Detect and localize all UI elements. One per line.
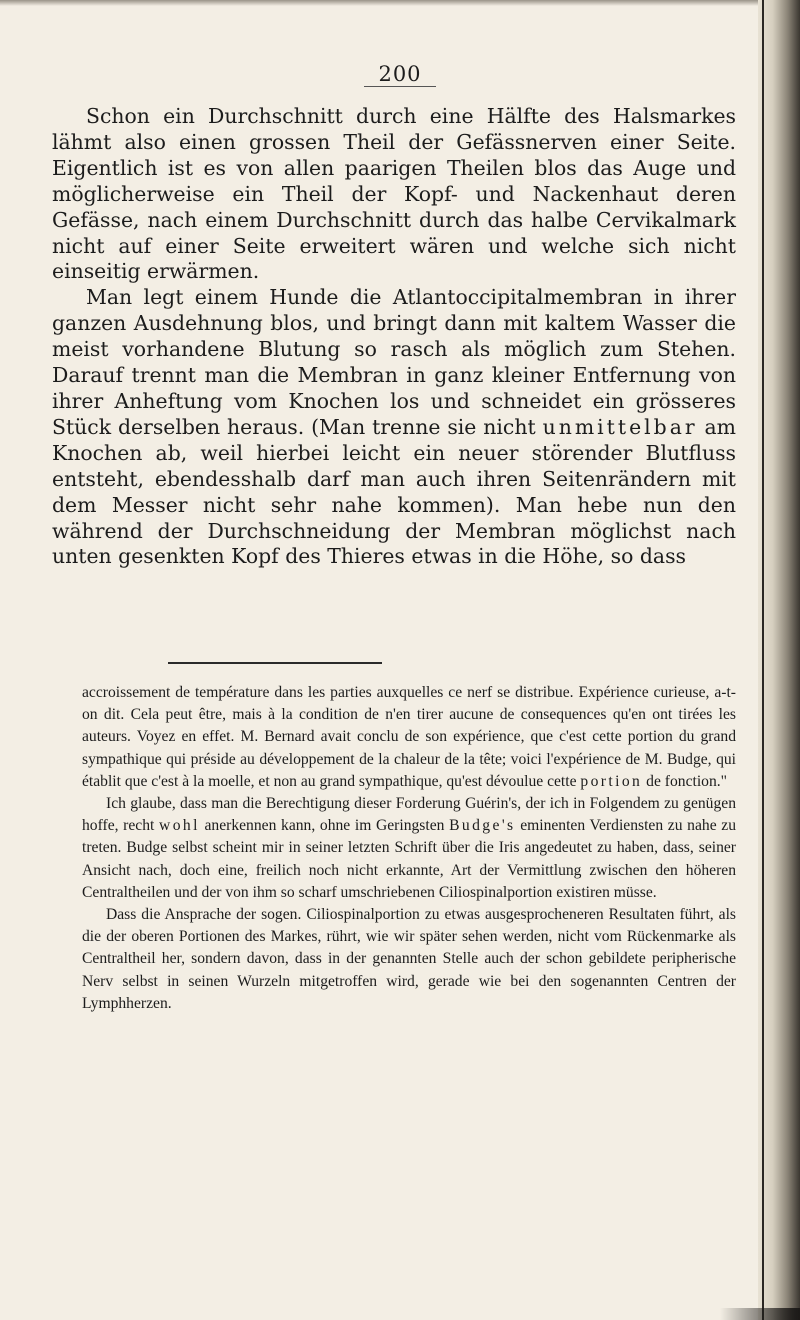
emphasis-spaced: portion (580, 772, 643, 790)
emphasis-spaced: wohl (159, 817, 200, 835)
paragraph-1: Schon ein Durchschnitt durch eine Hälfte des Halsmarkes lähmt also einen grossen Theil der Gefässnerven einer Seite. Eigentlich ist es von allen paarigen Theilen blos das Auge und möglicherweise ein Theil der Kopf- und Nackenhaut deren Gefässe, nach einem Durchschnitt durch das halbe Cervikalmark nicht auf einer Seite erweitert wären und welche sich nicht einseitig erwärmen. (52, 104, 736, 284)
emphasis-spaced: unmittelbar (542, 414, 698, 439)
facing-page-edge (762, 0, 764, 1320)
emphasis-spaced: Budge's (449, 817, 516, 835)
main-body-text (52, 104, 736, 570)
footnote-separator (168, 662, 382, 664)
footnote-paragraph-3: Dass die Ansprache der sogen. Ciliospinalportion zu etwas ausgesprocheneren Resultaten führt, als die der oberen Portionen des Markes, rührt, wie wir später sehen werden, nicht vom Rückenmarke als Centraltheil her, sondern davon, dass in der genannten Stelle auch der schon gebildete peripherische Nerv selbst in seinen Wurzeln mitgetroffen wird, gerade wie bei den sogenannten Centren der Lymphherzen. (82, 906, 736, 1012)
bottom-corner-shadow (720, 1308, 800, 1320)
book-spine-gutter (758, 0, 800, 1320)
page-number: 200 (0, 62, 800, 86)
paragraph-2: Man legt einem Hunde die Atlantoccipitalmembran in ihrer ganzen Ausdehnung blos, und bringt dann mit kaltem Wasser die meist vorhandene Blutung so rasch als möglich zum Stehen. Darauf trennt man die Membran in ganz kleiner Entfernung von ihrer Anheftung vom Knochen los und schneidet ein grösseres Stück derselben heraus. (Man trenne sie nicht unmittelbar am Knochen ab, weil hierbei leicht ein neuer störender Blutfluss entsteht, ebendesshalb darf man auch ihren Seitenrändern mit dem Messer nicht sehr nahe kommen). Man hebe nun den während der Durchschneidung der Membran möglichst nach unten gesenkten Kopf des Thieres etwas in die Höhe, so dass (52, 285, 737, 569)
footnote-paragraph-2: Ich glaube, dass man die Berechtigung dieser Forderung Guérin's, der ich in Folgendem zu genügen hoffe, recht wohl anerkennen kann, ohne im Geringsten Budge's eminenten Verdiensten zu nahe zu treten. Budge selbst scheint mir in seiner letzten Schrift über die Iris angedeutet zu haben, dass, seiner Ansicht nach, doch eine, freilich noch nicht erkannte, Art der Vermittlung zwischen den höheren Centraltheilen und der von ihm so scharf umschriebenen Ciliospinalportion existiren müsse. (82, 795, 736, 901)
footnotes-block (82, 682, 736, 1015)
top-edge-shadow (0, 0, 800, 6)
footnote-continuation: accroissement de température dans les parties auxquelles ce nerf se distribue. Expérience curieuse, a-t-on dit. Cela peut être, mais à la condition de n'en tirer aucune de consequences qu'en ont tirées les auteurs. Voyez en effet. M. Bernard avait conclu de son expérience, que c'est cette portion du grand sympathique qui préside au développement de la chaleur de la tête; voici l'expérience de M. Budge, qui établit que c'est à la moelle, et non au grand sympathique, qu'est dévoulue cette portion de fonction." (82, 684, 736, 790)
